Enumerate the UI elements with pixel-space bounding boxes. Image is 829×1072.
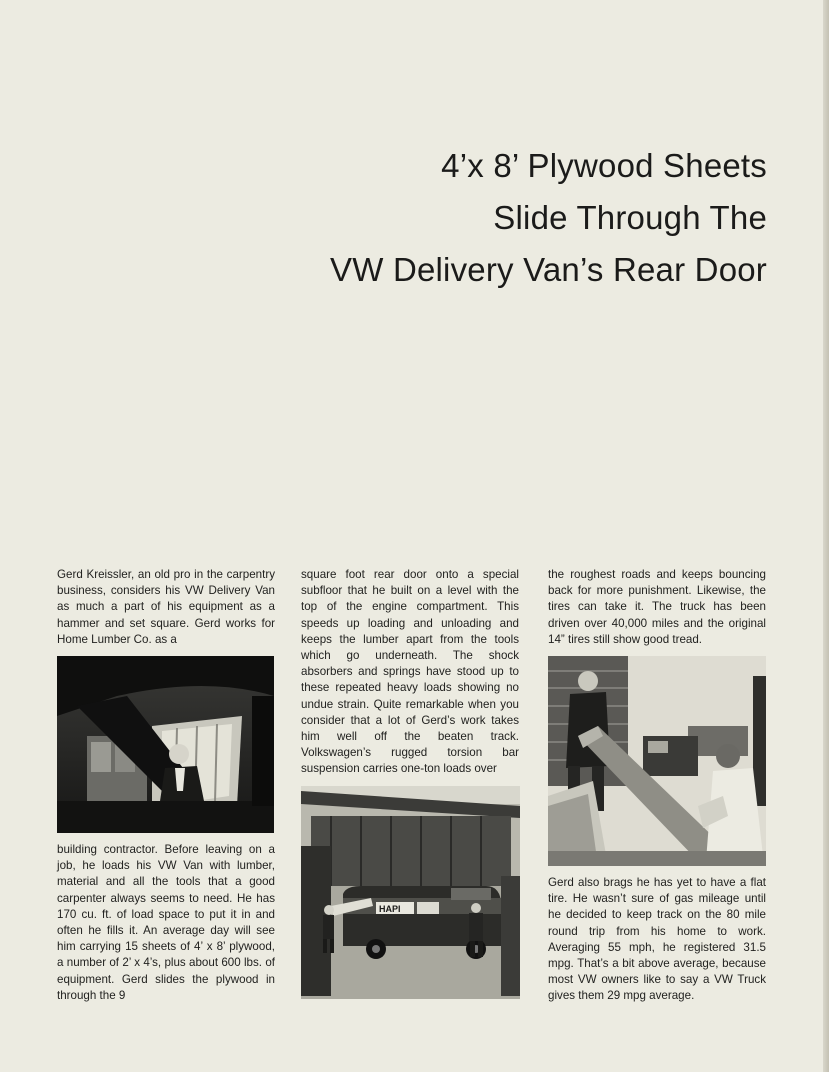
- body-column-1-bottom: [57, 842, 275, 1004]
- paragraph: square foot rear door onto a special subfloor that he built on a level with the top of the engine compartment. This speeds up loading and unloading and keeps the lumber apart from the tools which go underneath. The shock absorbers and springs have stood up to these repeated heavy loads showing no undue strain. Quite remarkable when you consider that a lot of Gerd’s work takes him well off the beaten track. Volkswagen’s rugged torsion bar suspension carries one-ton loads over: [301, 568, 519, 776]
- photo-vw-van-lumber-yard: [301, 786, 520, 999]
- body-column-3-top: [548, 567, 766, 648]
- page-edge: [823, 0, 829, 1072]
- body-column-3-bottom: [548, 875, 766, 1005]
- headline: [330, 140, 767, 296]
- paragraph: Gerd Kreissler, an old pro in the carpentry business, considers his VW Delivery Van as much a part of his equipment as a hammer and set square. Gerd works for Home Lumber Co. as a: [57, 568, 275, 646]
- photo-men-carrying-lumber: [548, 656, 766, 866]
- van-sign-text: HAPI: [379, 904, 401, 914]
- paragraph: building contractor. Before leaving on a job, he loads his VW Van with lumber, material and all the tools that a good carpenter always seems to need. He has 170 cu. ft. of load space to put it in and often he fills it. An average day will see him carrying 15 sheets of 4’ x 8’ plywood, a number of 2’ x 4’s, plus about 600 lbs. of equipment. Gerd slides the plywood in through the 9: [57, 843, 275, 1002]
- headline-line-2: Slide Through The: [493, 199, 767, 236]
- paragraph: Gerd also brags he has yet to have a flat tire. He wasn’t sure of gas mileage until he decided to keep track on the 80 mile round trip from his home to work. Averaging 55 mph, he registered 31.5 mpg. That’s a bit above average, because most VW owners like to say a VW Truck gives them 29 mpg average.: [548, 876, 766, 1003]
- body-column-1-top: [57, 567, 275, 648]
- headline-line-3: VW Delivery Van’s Rear Door: [330, 251, 767, 288]
- body-column-2: [301, 567, 519, 778]
- photo-van-interior: [57, 656, 274, 833]
- paragraph: the roughest roads and keeps bouncing back for more punishment. Likewise, the tires can take it. The truck has been driven over 40,000 miles and the original 14” tires still show good tread.: [548, 568, 766, 646]
- headline-line-1: 4’x 8’ Plywood Sheets: [441, 147, 767, 184]
